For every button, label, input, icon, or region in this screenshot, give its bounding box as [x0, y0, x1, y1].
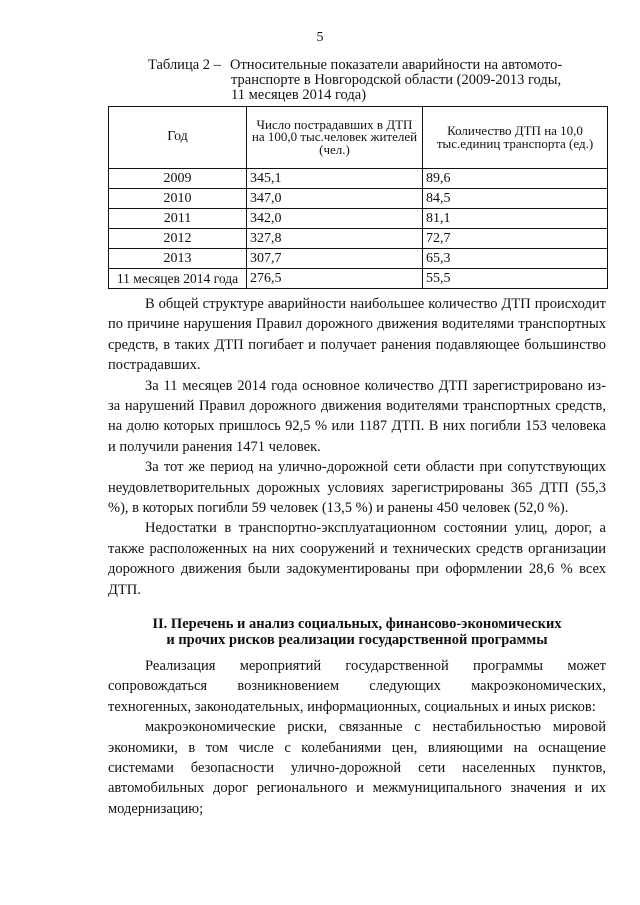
cell-accidents: 84,5	[423, 189, 608, 209]
paragraph: В общей структуре аварийности наибольшее количество ДТП происходит по причине нарушения Правил дорожного движения водителями транспортных средств, в таких ДТП погибает и получает ранения подавляющее большинство пострадавших.	[108, 296, 606, 374]
accident-statistics-table	[108, 106, 608, 289]
cell-victims: 342,0	[247, 209, 423, 229]
cell-victims: 307,7	[247, 249, 423, 269]
table-row	[109, 189, 608, 209]
cell-year: 2011	[109, 209, 247, 229]
cell-accidents: 55,5	[423, 269, 608, 289]
header-victims: Число пострадавших в ДТП на 100,0 тыс.человек жителей (чел.)	[247, 107, 423, 169]
table-row	[109, 209, 608, 229]
cell-accidents: 72,7	[423, 229, 608, 249]
table-caption-title	[230, 58, 578, 103]
cell-year: 2012	[109, 229, 247, 249]
section-heading	[108, 617, 606, 648]
cell-accidents: 81,1	[423, 209, 608, 229]
caption-line: Относительные показатели аварийности на автомото-	[230, 57, 563, 73]
paragraph: Недостатки в транспортно-эксплуатационном состоянии улиц, дорог, а также расположенных на них сооружений и технических средств организации дорожного движения были задокументированы при оформлении 28,6 % всех ДТП.	[108, 520, 606, 598]
cell-victims: 276,5	[247, 269, 423, 289]
cell-victims: 327,8	[247, 229, 423, 249]
header-year: Год	[109, 107, 247, 169]
caption-line: транспорте в Новгородской области (2009-2013 годы,	[231, 72, 562, 88]
cell-victims: 347,0	[247, 189, 423, 209]
cell-accidents: 89,6	[423, 169, 608, 189]
page-number: 5	[316, 30, 324, 45]
cell-year: 2009	[109, 169, 247, 189]
cell-accidents: 65,3	[423, 249, 608, 269]
paragraph: макроэкономические риски, связанные с нестабильностью мировой экономики, в том числе с колебаниями цен, влияющими на оснащение системами безопасности улично-дорожной сети населенных пунктов, автомобильных дорог регионального и межмуниципального значения и их модернизацию;	[108, 719, 606, 817]
table-caption-label: Таблица 2 –	[148, 57, 221, 73]
body-text-before	[108, 294, 606, 600]
table-row	[109, 169, 608, 189]
table-row	[109, 269, 608, 289]
section-heading-line: и прочих рисков реализации государственной программы	[166, 631, 548, 648]
paragraph: За тот же период на улично-дорожной сети области при сопутствующих неудовлетворительных дорожных условиях зарегистрированы 365 ДТП (55,3 %), в которых погибли 59 человек (13,5 %) и ранены 450 человек (52,0 %).	[108, 459, 606, 517]
paragraph: Реализация мероприятий государственной программы может сопровождаться возникновением следующих макроэкономических, техногенных, законодательных, информационных, социальных и иных рисков:	[108, 658, 606, 715]
section-heading-line: II. Перечень и анализ социальных, финансово-экономических	[152, 616, 562, 632]
table-row	[109, 249, 608, 269]
body-text-after	[108, 656, 606, 819]
table-row	[109, 229, 608, 249]
header-accidents: Количество ДТП на 10,0 тыс.единиц транспорта (ед.)	[423, 107, 608, 169]
cell-year: 2010	[109, 189, 247, 209]
cell-victims: 345,1	[247, 169, 423, 189]
cell-year: 2013	[109, 249, 247, 269]
caption-line: 11 месяцев 2014 года)	[231, 87, 367, 103]
paragraph: За 11 месяцев 2014 года основное количество ДТП зарегистрировано из-за нарушений Правил дорожного движения водителями транспортных средств, на долю которых пришлось 92,5 % или 1187 ДТП. В них погибли 153 человека и получили ранения 1471 человек.	[108, 377, 606, 455]
cell-year: 11 месяцев 2014 года	[109, 269, 247, 289]
table-header-row	[109, 107, 608, 169]
